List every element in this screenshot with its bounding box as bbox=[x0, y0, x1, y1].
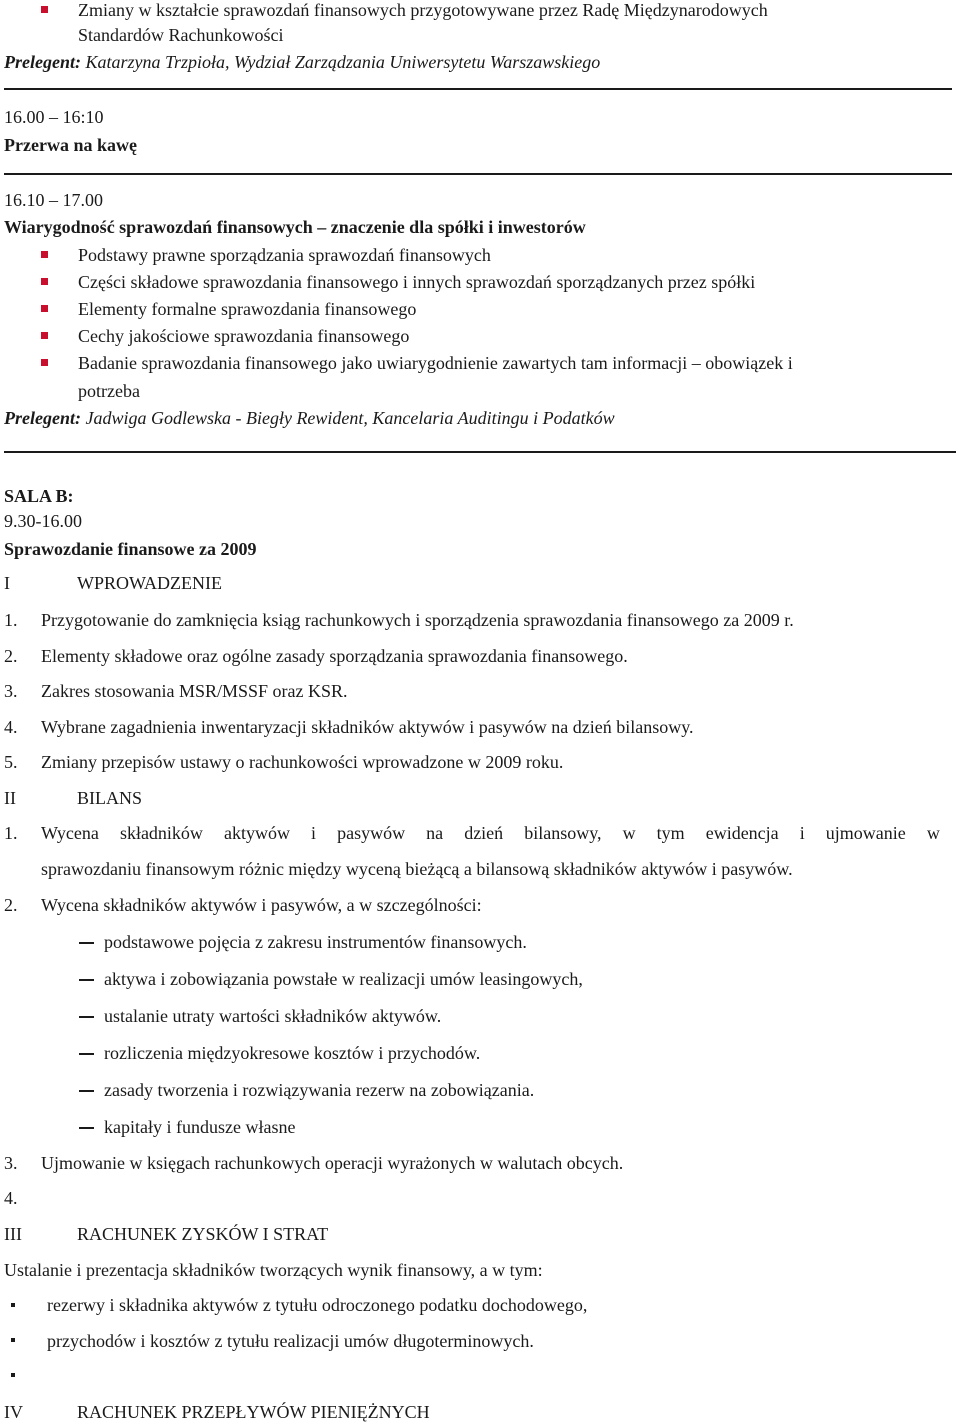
room-heading: SALA B: bbox=[4, 486, 74, 506]
list-number: 2. bbox=[4, 646, 18, 666]
list-item: Wycena składników aktywów i pasywów, a w szczególności: bbox=[41, 895, 482, 915]
speaker-line bbox=[4, 51, 600, 73]
speaker-label: Prelegent: bbox=[4, 52, 81, 72]
list-number: 1. bbox=[4, 823, 18, 843]
list-item-continuation: sprawozdaniu finansowym różnic między wyceną bieżącą a bilansową składników aktywów i pasywów. bbox=[41, 859, 793, 879]
bullet-icon bbox=[41, 6, 48, 13]
bullet-icon bbox=[11, 1303, 15, 1307]
word: pasywów bbox=[337, 823, 406, 843]
word: bilansowy, bbox=[524, 823, 602, 843]
agenda-item: Cechy jakościowe sprawozdania finansowego bbox=[78, 326, 410, 346]
section-intro: Ustalanie i prezentacja składników tworzących wynik finansowy, a w tym: bbox=[4, 1260, 543, 1280]
speaker-line bbox=[4, 407, 615, 429]
room-title: Sprawozdanie finansowe za 2009 bbox=[4, 539, 257, 559]
room-time: 9.30-16.00 bbox=[4, 511, 82, 531]
bullet-icon bbox=[11, 1338, 15, 1342]
bullet-icon bbox=[41, 305, 48, 312]
section-title: RACHUNEK PRZEPŁYWÓW PIENIĘŻNYCH bbox=[77, 1402, 430, 1422]
sub-item: aktywa i zobowiązania powstałe w realizacji umów leasingowych, bbox=[104, 969, 583, 989]
agenda-item-line: Standardów Rachunkowości bbox=[78, 25, 284, 45]
word: dzień bbox=[464, 823, 504, 843]
agenda-item-continuation: potrzeba bbox=[78, 381, 140, 401]
session-title: Przerwa na kawę bbox=[4, 135, 137, 155]
bullet-item: przychodów i kosztów z tytułu realizacji umów długoterminowych. bbox=[47, 1331, 534, 1351]
list-number: 5. bbox=[4, 752, 18, 772]
list-item-justified bbox=[41, 822, 940, 844]
list-item: Elementy składowe oraz ogólne zasady sporządzania sprawozdania finansowego. bbox=[41, 646, 628, 666]
sub-item: zasady tworzenia i rozwiązywania rezerw na zobowiązania. bbox=[104, 1080, 535, 1100]
section-divider bbox=[4, 88, 952, 90]
sub-item: ustalanie utraty wartości składników aktywów. bbox=[104, 1006, 442, 1026]
word: w bbox=[926, 823, 940, 843]
session-time: 16.00 – 16:10 bbox=[4, 107, 104, 127]
list-item: Zakres stosowania MSR/MSSF oraz KSR. bbox=[41, 681, 348, 701]
dash-icon bbox=[79, 1127, 94, 1129]
section-divider bbox=[4, 451, 956, 453]
list-item: Zmiany przepisów ustawy o rachunkowości wprowadzone w 2009 roku. bbox=[41, 752, 564, 772]
list-number: 4. bbox=[4, 717, 18, 737]
bullet-icon bbox=[41, 278, 48, 285]
list-number: 3. bbox=[4, 681, 18, 701]
sub-item: podstawowe pojęcia z zakresu instrumentów finansowych. bbox=[104, 932, 527, 952]
word: ewidencja bbox=[705, 823, 779, 843]
agenda-item: Części składowe sprawozdania finansowego i innych sprawozdań sporządzanych przez spółki bbox=[78, 272, 756, 292]
section-number: I bbox=[4, 573, 10, 593]
session-time: 16.10 – 17.00 bbox=[4, 190, 103, 210]
bullet-item: rezerwy i składnika aktywów z tytułu odroczonego podatku dochodowego, bbox=[47, 1295, 588, 1315]
word: na bbox=[426, 823, 444, 843]
word: składników bbox=[119, 823, 203, 843]
list-item: Wybrane zagadnienia inwentaryzacji składników aktywów i pasywów na dzień bilansowy. bbox=[41, 717, 694, 737]
dash-icon bbox=[79, 1016, 94, 1018]
speaker-name: Katarzyna Trzpioła, Wydział Zarządzania Uniwersytetu Warszawskiego bbox=[85, 52, 601, 72]
word: i bbox=[799, 823, 805, 843]
session-title: Wiarygodność sprawozdań finansowych – znaczenie dla spółki i inwestorów bbox=[4, 217, 586, 237]
list-item: Przygotowanie do zamknięcia ksiąg rachunkowych i sporządzenia sprawozdania finansowego za 2009 r. bbox=[41, 610, 794, 630]
bullet-icon bbox=[41, 251, 48, 258]
agenda-item: Badanie sprawozdania finansowego jako uwiarygodnienie zawartych tam informacji – obowiązek i bbox=[78, 353, 793, 373]
section-title: WPROWADZENIE bbox=[77, 573, 222, 593]
speaker-name: Jadwiga Godlewska - Biegły Rewident, Kancelaria Auditingu i Podatków bbox=[85, 408, 615, 428]
agenda-item: Podstawy prawne sporządzania sprawozdań finansowych bbox=[78, 245, 491, 265]
list-number: 4. bbox=[4, 1188, 18, 1208]
section-number: IV bbox=[4, 1402, 23, 1422]
word: Wycena bbox=[41, 823, 99, 843]
bullet-icon bbox=[41, 332, 48, 339]
sub-item: kapitały i fundusze własne bbox=[104, 1117, 296, 1137]
word: tym bbox=[656, 823, 685, 843]
section-title: RACHUNEK ZYSKÓW I STRAT bbox=[77, 1224, 329, 1244]
dash-icon bbox=[79, 979, 94, 981]
list-number: 1. bbox=[4, 610, 18, 630]
word: w bbox=[622, 823, 636, 843]
agenda-item: Elementy formalne sprawozdania finansowego bbox=[78, 299, 417, 319]
word: ujmowanie bbox=[825, 823, 906, 843]
list-item: Ujmowanie w księgach rachunkowych operacji wyrażonych w walutach obcych. bbox=[41, 1153, 624, 1173]
dash-icon bbox=[79, 942, 94, 944]
section-title: BILANS bbox=[77, 788, 143, 808]
list-number: 2. bbox=[4, 895, 18, 915]
section-divider bbox=[4, 173, 952, 175]
speaker-label: Prelegent: bbox=[4, 408, 81, 428]
word: aktywów bbox=[223, 823, 290, 843]
word: i bbox=[311, 823, 317, 843]
section-number: III bbox=[4, 1224, 22, 1244]
agenda-item-line: Zmiany w kształcie sprawozdań finansowych przygotowywane przez Radę Międzynarodowych bbox=[78, 0, 768, 20]
bullet-icon bbox=[41, 359, 48, 366]
sub-item: rozliczenia międzyokresowe kosztów i przychodów. bbox=[104, 1043, 481, 1063]
dash-icon bbox=[79, 1090, 94, 1092]
dash-icon bbox=[79, 1053, 94, 1055]
bullet-icon bbox=[11, 1373, 15, 1377]
list-number: 3. bbox=[4, 1153, 18, 1173]
section-number: II bbox=[4, 788, 16, 808]
